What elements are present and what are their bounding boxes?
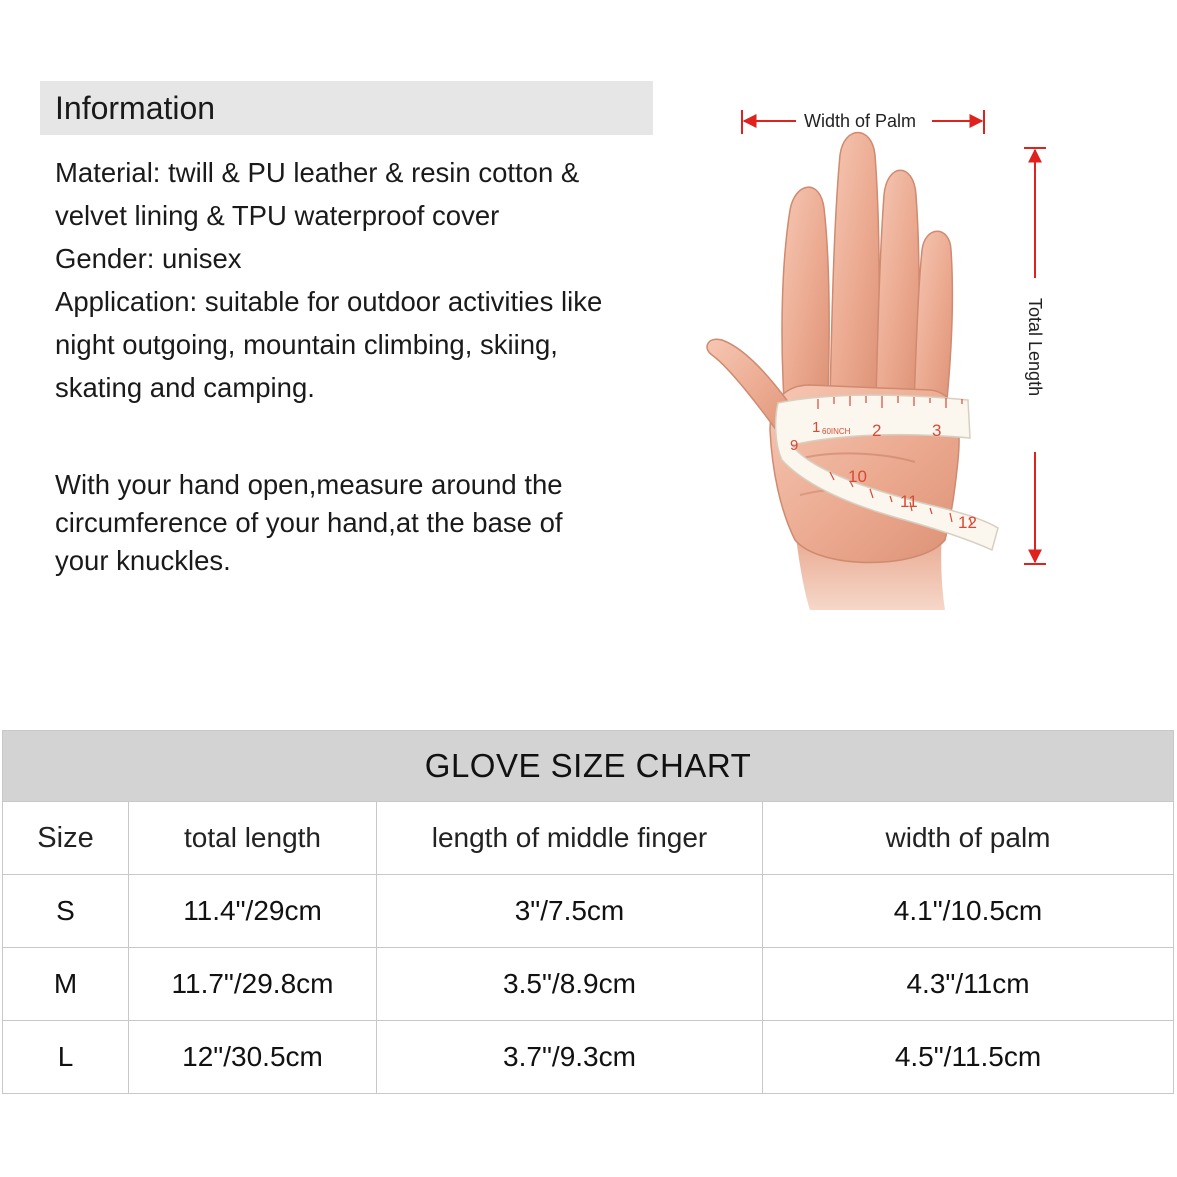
size-chart-header-row (3, 802, 1174, 875)
hand-measurement-figure (700, 100, 1045, 610)
size-cell: M (3, 948, 129, 1021)
tape-number-3: 3 (932, 421, 942, 440)
tape-number-11: 11 (900, 492, 918, 511)
information-title: Information (55, 90, 216, 126)
tape-number-9: 9 (790, 437, 799, 454)
instruction-line-2: circumference of your hand,at the base of (55, 507, 563, 538)
index-finger (782, 187, 829, 400)
column-header-width-of-palm: width of palm (763, 802, 1174, 875)
hand-measurement-svg (700, 100, 1045, 610)
column-header-total-length: total length (129, 802, 377, 875)
application-line-1: Application: suitable for outdoor activities like (55, 286, 603, 317)
middle-finger-cell: 3.7"/9.3cm (377, 1021, 763, 1094)
size-cell: L (3, 1021, 129, 1094)
total-length-cell: 11.4"/29cm (129, 875, 377, 948)
tape-number-2: 2 (872, 421, 882, 440)
ring-finger (876, 170, 919, 400)
palm-width-cell: 4.3"/11cm (763, 948, 1174, 1021)
measuring-instructions (55, 466, 655, 580)
tape-small-text: 60INCH (822, 427, 851, 436)
material-line-1: Material: twill & PU leather & resin cotton & (55, 157, 580, 188)
hand-shape (707, 133, 959, 563)
size-cell: S (3, 875, 129, 948)
column-header-size: Size (3, 802, 129, 875)
instruction-line-1: With your hand open,measure around the (55, 469, 563, 500)
middle-finger-cell: 3"/7.5cm (377, 875, 763, 948)
total-length-cell: 12"/30.5cm (129, 1021, 377, 1094)
information-body (55, 151, 675, 409)
little-finger (914, 231, 952, 410)
size-chart-title: GLOVE SIZE CHART (3, 731, 1174, 802)
tape-number-12: 12 (958, 513, 977, 532)
column-header-middle-finger: length of middle finger (377, 802, 763, 875)
instruction-line-3: your knuckles. (55, 545, 231, 576)
palm-width-cell: 4.5"/11.5cm (763, 1021, 1174, 1094)
total-length-cell: 11.7"/29.8cm (129, 948, 377, 1021)
application-line-2: night outgoing, mountain climbing, skiing, (55, 329, 558, 360)
material-line-2: velvet lining & TPU waterproof cover (55, 200, 500, 231)
palm-width-cell: 4.1"/10.5cm (763, 875, 1174, 948)
table-row (3, 948, 1174, 1021)
information-header (40, 81, 653, 135)
total-length-label: Total Length (1025, 298, 1045, 397)
middle-finger (830, 133, 879, 401)
width-of-palm-label: Width of Palm (804, 111, 917, 131)
application-line-3: skating and camping. (55, 372, 315, 403)
table-row (3, 875, 1174, 948)
size-chart-caption-row (3, 731, 1174, 802)
gender-line: Gender: unisex (55, 243, 242, 274)
tape-number-10: 10 (848, 467, 867, 486)
table-row (3, 1021, 1174, 1094)
tape-number-1: 1 (812, 419, 821, 436)
glove-size-chart (2, 730, 1174, 1094)
middle-finger-cell: 3.5"/8.9cm (377, 948, 763, 1021)
